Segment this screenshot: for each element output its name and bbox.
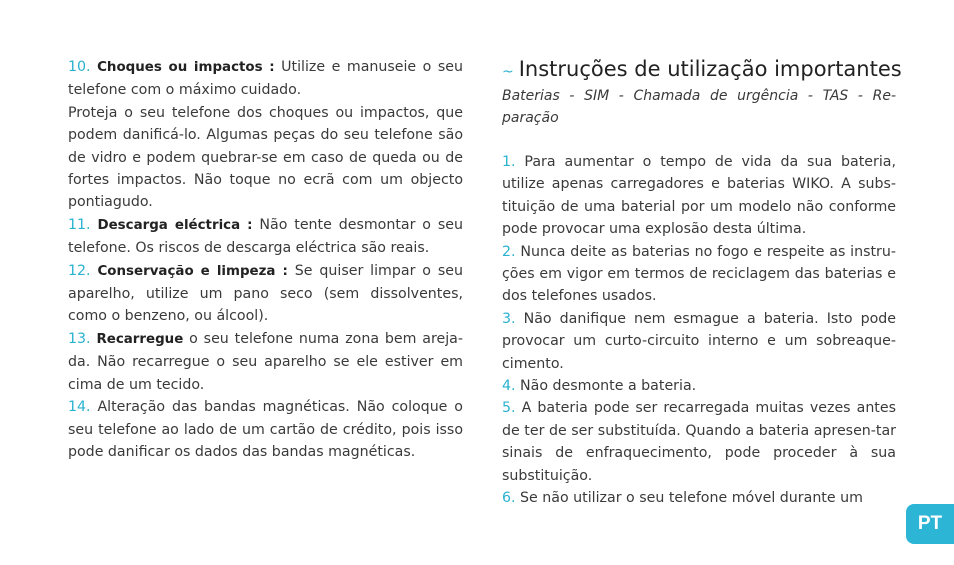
item-number: 14. [68, 399, 91, 416]
item-text: Alteração das bandas magnéticas. Não coloque o seu telefone ao lado de um cartão de crédito, pois isso pode danificar os dados das bandas magnéticas. [68, 399, 463, 460]
item-text: Nunca deite as baterias no fogo e respeite as instru-ções em vigor em termos de reciclagem das baterias e dos telefones usados. [502, 243, 896, 305]
item-text: Para aumentar o tempo de vida da sua bateria, utilize apenas carregadores e baterias WIKO. A subs-tituição de uma baterial por um modelo não conforme pode provocar uma explosão desta última. [502, 154, 896, 238]
battery-item-2 [502, 241, 896, 308]
item-text: Não danifique nem esmague a bateria. Isto pode provocar um curto-circuito interno e um sobreaque-cimento. [502, 310, 896, 372]
item-text: o seu telefone numa zona bem areja-da. Não recarregue o seu aparelho se ele estiver em cima de um tecido. [68, 330, 463, 393]
item-number: 6. [502, 490, 516, 507]
item-number: 12. [68, 262, 91, 279]
tilde-mark: ~ [502, 64, 514, 80]
item-11 [68, 214, 463, 260]
item-number: 5. [502, 400, 516, 417]
item-number: 13. [68, 330, 91, 347]
item-number: 4. [502, 378, 516, 395]
item-10 [68, 56, 463, 102]
heading-text: Instruções de utilização importantes [518, 57, 902, 81]
battery-item-4 [502, 375, 896, 397]
item-title: Choques ou impactos : [97, 60, 275, 75]
item-text: Se quiser limpar o seu aparelho, utilize um pano seco (sem dissolventes, como o benzeno, ou álcool). [68, 262, 463, 325]
right-column [502, 56, 902, 510]
item-text: Não tente desmontar o seu telefone. Os riscos de descarga eléctrica são reais. [68, 216, 463, 257]
item-number: 11. [68, 216, 91, 233]
item-text: Não desmonte a bateria. [515, 378, 697, 395]
item-text: A bateria pode ser recarregada muitas vezes antes de ter de ser substituída. Quando a bateria apresen-tar sinais de enfraquecimento, pode proceder à sua substituição. [502, 400, 896, 484]
battery-item-5 [502, 397, 896, 487]
item-text: Utilize e manuseie o seu telefone com o máximo cuidado. [68, 59, 463, 99]
item-10-body [68, 102, 463, 214]
battery-item-3 [502, 308, 896, 375]
item-text: Proteja o seu telefone dos choques ou impactos, que podem danificá-lo. Algumas peças do seu telefone são de vidro e podem quebrar-se em caso de queda ou de fortes impactos. Não toque no ecrã com um objecto pontiagudo. [68, 104, 463, 211]
section-heading [502, 56, 902, 85]
item-13 [68, 328, 463, 396]
left-column [68, 56, 463, 463]
item-number: 3. [502, 310, 516, 327]
item-number: 10. [68, 59, 91, 75]
item-text: Se não utilizar o seu telefone móvel durante um [515, 490, 863, 507]
battery-item-6 [502, 487, 896, 509]
item-12 [68, 260, 463, 328]
item-14 [68, 396, 463, 463]
item-title: Recarregue [96, 331, 184, 347]
item-title: Descarga eléctrica : [97, 217, 253, 233]
language-badge: PT [906, 504, 954, 544]
item-number: 1. [502, 154, 516, 170]
battery-item-1 [502, 151, 896, 241]
item-number: 2. [502, 243, 516, 260]
item-title: Conservação e limpeza : [97, 263, 288, 279]
section-subtitle: Baterias - SIM - Chamada de urgência - TAS - Re-paração [502, 88, 896, 126]
